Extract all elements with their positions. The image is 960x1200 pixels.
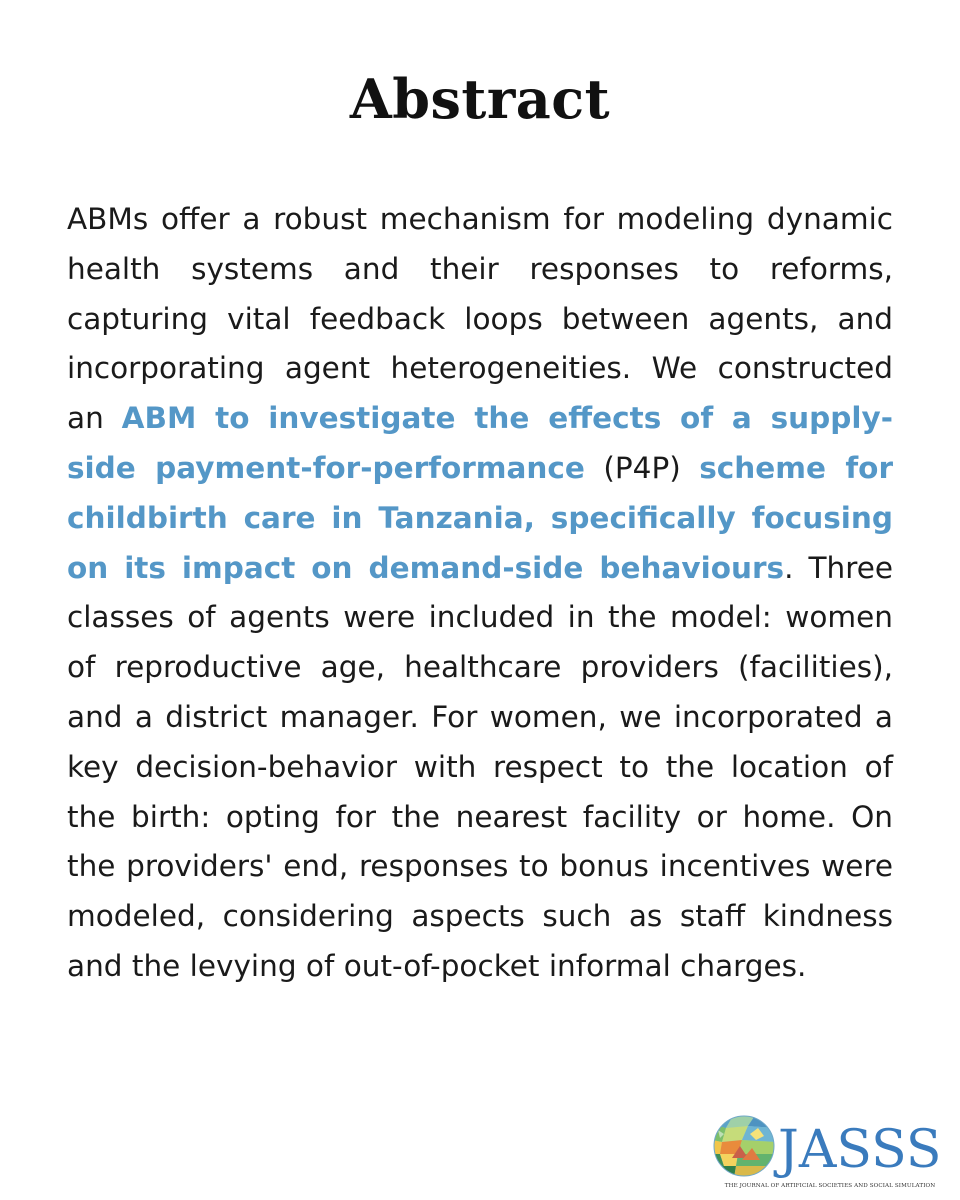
logo-wordmark: JASSS	[778, 1120, 942, 1180]
abstract-text	[67, 195, 893, 992]
logo-tagline: THE JOURNAL OF ARTIFICIAL SOCIETIES AND SOCIAL SIMULATION	[724, 1183, 936, 1189]
abstract-text-part-2: (P4P)	[584, 450, 700, 485]
jasss-logo	[712, 1114, 948, 1194]
page-title: Abstract	[349, 67, 611, 131]
abstract-highlight-2: scheme for childbirth care in Tanzania, specifically focusing on its impact on demand-side behaviours	[67, 450, 893, 585]
abstract-text-part-1: ABMs offer a robust mechanism for modeling dynamic health systems and their responses to reforms, capturing vital feedback loops between agents, and incorporating agent heterogeneities. We constructed an	[67, 202, 893, 436]
abstract-text-part-3: . Three classes of agents were included in the model: women of reproductive age, healthcare providers (facilities), and a district manager. For women, we incorporated a key decision-behavior with respect to the location of the birth: opting for the nearest facility or home. On the providers' end, responses to bonus incentives were modeled, considering aspects such as staff kindness and the levying of out-of-pocket informal charges.	[67, 550, 893, 983]
mosaic-globe-icon	[712, 1114, 776, 1178]
abstract-highlight-1: ABM to investigate the effects of a supply-side payment-for-performance	[67, 401, 893, 485]
